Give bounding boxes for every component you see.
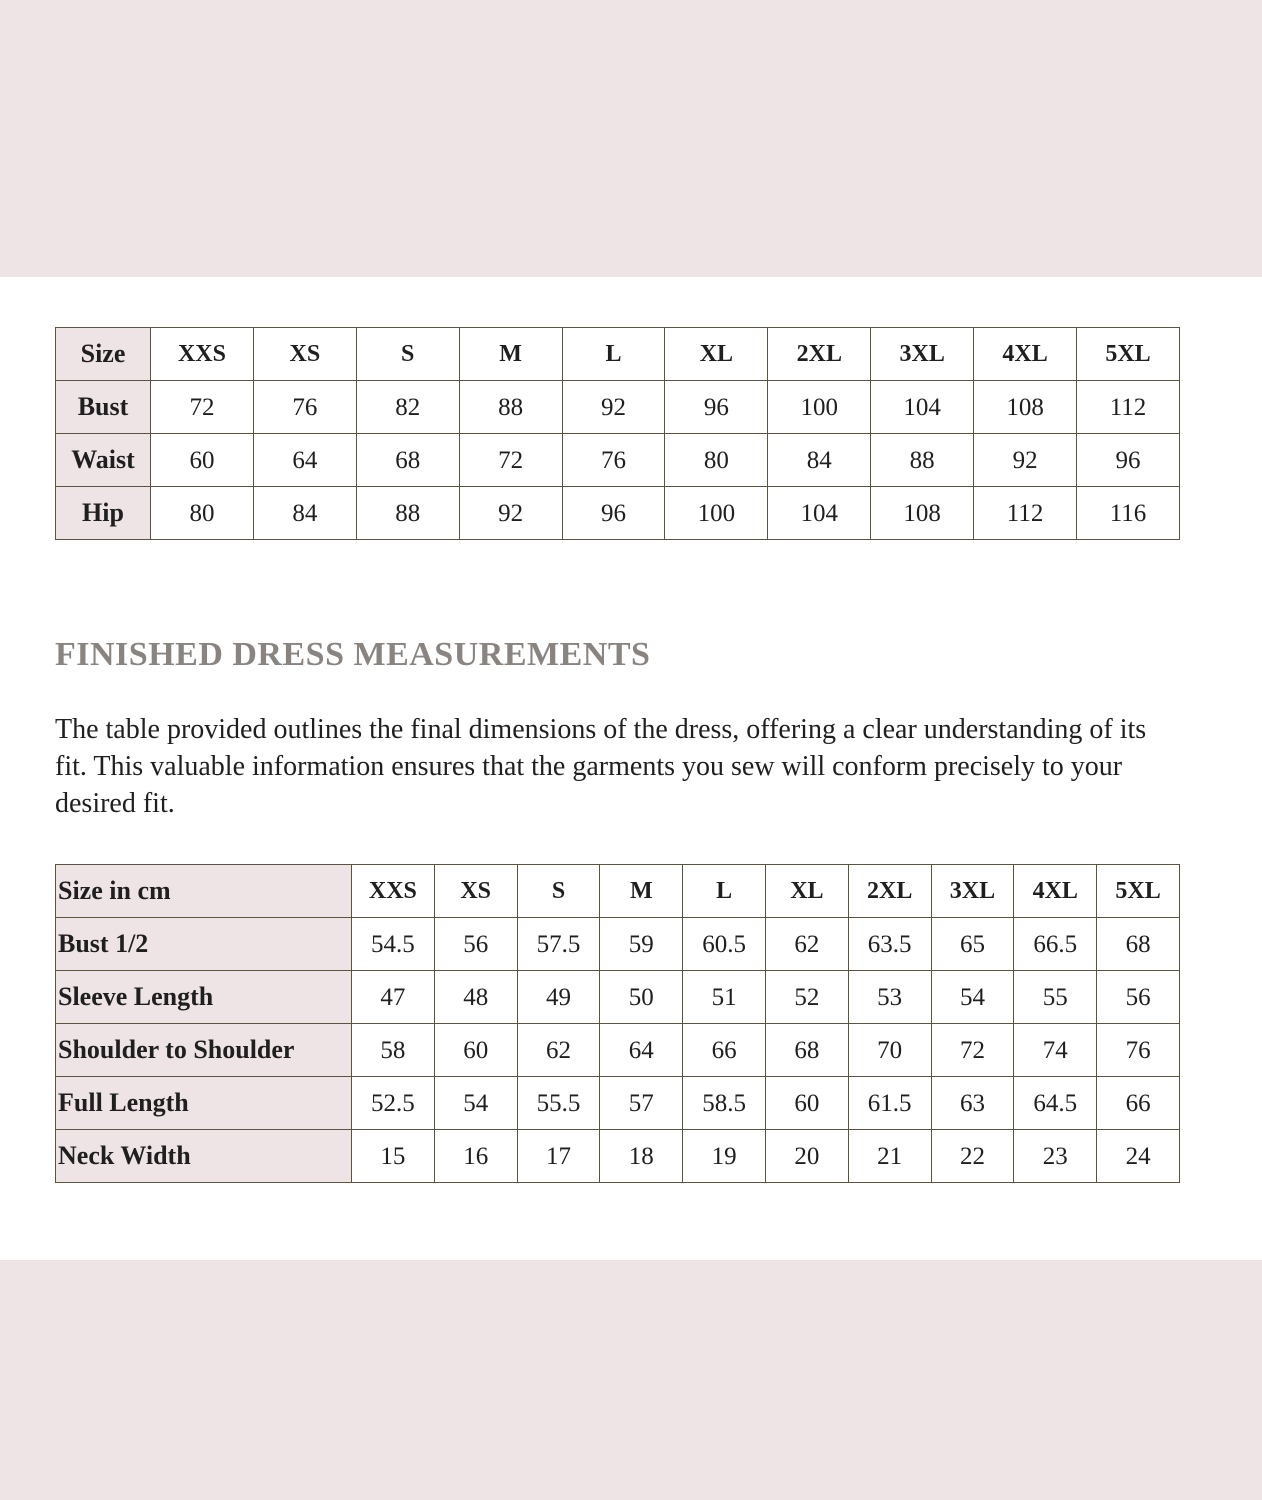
table-row xyxy=(56,381,1180,434)
measurement-cell: 66 xyxy=(1097,1077,1180,1130)
measurement-cell: 108 xyxy=(974,381,1077,434)
measurement-cell: 60 xyxy=(151,434,254,487)
measurement-cell: 80 xyxy=(665,434,768,487)
table-row xyxy=(56,1077,1180,1130)
measurement-cell: 59 xyxy=(600,918,683,971)
table-header-row xyxy=(56,328,1180,381)
size-header-cell: S xyxy=(517,865,600,918)
size-header-cell: L xyxy=(683,865,766,918)
measurement-cell: 56 xyxy=(434,918,517,971)
section-title: FINISHED DRESS MEASUREMENTS xyxy=(55,636,651,673)
size-header-cell: 3XL xyxy=(871,328,974,381)
measurement-cell: 63 xyxy=(931,1077,1014,1130)
measurement-cell: 108 xyxy=(871,487,974,540)
measurement-cell: 104 xyxy=(768,487,871,540)
measurement-cell: 80 xyxy=(151,487,254,540)
row-label-cell: Hip xyxy=(56,487,151,540)
measurement-cell: 92 xyxy=(974,434,1077,487)
measurement-cell: 49 xyxy=(517,971,600,1024)
table-row xyxy=(56,1130,1180,1183)
row-label-cell: Neck Width xyxy=(56,1130,352,1183)
measurement-cell: 82 xyxy=(356,381,459,434)
measurement-cell: 60 xyxy=(765,1077,848,1130)
measurement-cell: 18 xyxy=(600,1130,683,1183)
measurement-cell: 68 xyxy=(765,1024,848,1077)
size-header-cell: 4XL xyxy=(974,328,1077,381)
measurement-cell: 57.5 xyxy=(517,918,600,971)
size-header-cell: XXS xyxy=(151,328,254,381)
size-header-cell: XL xyxy=(665,328,768,381)
measurement-cell: 70 xyxy=(848,1024,931,1077)
measurement-cell: 96 xyxy=(1077,434,1180,487)
measurement-cell: 64 xyxy=(253,434,356,487)
measurement-cell: 63.5 xyxy=(848,918,931,971)
measurement-cell: 76 xyxy=(253,381,356,434)
finished-dress-measurements-table xyxy=(55,864,1180,1183)
size-header-cell: 5XL xyxy=(1097,865,1180,918)
table-row xyxy=(56,1024,1180,1077)
measurement-cell: 16 xyxy=(434,1130,517,1183)
size-header-cell: XS xyxy=(253,328,356,381)
measurement-cell: 92 xyxy=(562,381,665,434)
measurement-cell: 65 xyxy=(931,918,1014,971)
table-header-label: Size xyxy=(56,328,151,381)
measurement-cell: 84 xyxy=(768,434,871,487)
top-background-band xyxy=(0,0,1262,277)
measurement-cell: 23 xyxy=(1014,1130,1097,1183)
measurement-cell: 72 xyxy=(931,1024,1014,1077)
row-label-cell: Bust 1/2 xyxy=(56,918,352,971)
measurement-cell: 92 xyxy=(459,487,562,540)
measurement-cell: 52 xyxy=(765,971,848,1024)
size-header-cell: XS xyxy=(434,865,517,918)
measurement-cell: 17 xyxy=(517,1130,600,1183)
row-label-cell: Sleeve Length xyxy=(56,971,352,1024)
finished-dress-measurements-body xyxy=(56,865,1180,1183)
measurement-cell: 76 xyxy=(1097,1024,1180,1077)
measurement-cell: 47 xyxy=(352,971,435,1024)
measurement-cell: 88 xyxy=(871,434,974,487)
measurement-cell: 116 xyxy=(1077,487,1180,540)
size-header-cell: XXS xyxy=(352,865,435,918)
measurement-cell: 76 xyxy=(562,434,665,487)
measurement-cell: 51 xyxy=(683,971,766,1024)
measurement-cell: 58.5 xyxy=(683,1077,766,1130)
measurement-cell: 66.5 xyxy=(1014,918,1097,971)
size-header-cell: M xyxy=(600,865,683,918)
measurement-cell: 54.5 xyxy=(352,918,435,971)
measurement-cell: 100 xyxy=(768,381,871,434)
measurement-cell: 96 xyxy=(562,487,665,540)
measurement-cell: 15 xyxy=(352,1130,435,1183)
measurement-cell: 60 xyxy=(434,1024,517,1077)
measurement-cell: 84 xyxy=(253,487,356,540)
measurement-cell: 57 xyxy=(600,1077,683,1130)
table-header-row xyxy=(56,865,1180,918)
body-measurements-table xyxy=(55,327,1180,540)
table-row xyxy=(56,971,1180,1024)
measurement-cell: 53 xyxy=(848,971,931,1024)
size-header-cell: 5XL xyxy=(1077,328,1180,381)
size-header-cell: 2XL xyxy=(848,865,931,918)
measurement-cell: 48 xyxy=(434,971,517,1024)
size-header-cell: L xyxy=(562,328,665,381)
measurement-cell: 55.5 xyxy=(517,1077,600,1130)
measurement-cell: 54 xyxy=(931,971,1014,1024)
body-measurements-body xyxy=(56,328,1180,540)
measurement-cell: 22 xyxy=(931,1130,1014,1183)
measurement-cell: 54 xyxy=(434,1077,517,1130)
measurement-cell: 88 xyxy=(459,381,562,434)
bottom-background-band xyxy=(0,1260,1262,1500)
measurement-cell: 112 xyxy=(1077,381,1180,434)
size-header-cell: S xyxy=(356,328,459,381)
table-header-label: Size in cm xyxy=(56,865,352,918)
measurement-cell: 96 xyxy=(665,381,768,434)
table-row xyxy=(56,434,1180,487)
table-row xyxy=(56,487,1180,540)
measurement-cell: 68 xyxy=(1097,918,1180,971)
measurement-cell: 60.5 xyxy=(683,918,766,971)
measurement-cell: 104 xyxy=(871,381,974,434)
measurement-cell: 55 xyxy=(1014,971,1097,1024)
measurement-cell: 112 xyxy=(974,487,1077,540)
row-label-cell: Bust xyxy=(56,381,151,434)
measurement-cell: 88 xyxy=(356,487,459,540)
measurement-cell: 61.5 xyxy=(848,1077,931,1130)
measurement-cell: 72 xyxy=(459,434,562,487)
measurement-cell: 58 xyxy=(352,1024,435,1077)
measurement-cell: 21 xyxy=(848,1130,931,1183)
size-header-cell: 4XL xyxy=(1014,865,1097,918)
measurement-cell: 72 xyxy=(151,381,254,434)
size-header-cell: 2XL xyxy=(768,328,871,381)
measurement-cell: 52.5 xyxy=(352,1077,435,1130)
row-label-cell: Shoulder to Shoulder xyxy=(56,1024,352,1077)
measurement-cell: 62 xyxy=(765,918,848,971)
measurement-cell: 50 xyxy=(600,971,683,1024)
measurement-cell: 64 xyxy=(600,1024,683,1077)
measurement-cell: 62 xyxy=(517,1024,600,1077)
measurement-cell: 74 xyxy=(1014,1024,1097,1077)
row-label-cell: Waist xyxy=(56,434,151,487)
table-row xyxy=(56,918,1180,971)
measurement-cell: 20 xyxy=(765,1130,848,1183)
size-header-cell: 3XL xyxy=(931,865,1014,918)
measurement-cell: 24 xyxy=(1097,1130,1180,1183)
row-label-cell: Full Length xyxy=(56,1077,352,1130)
measurement-cell: 64.5 xyxy=(1014,1077,1097,1130)
measurement-cell: 68 xyxy=(356,434,459,487)
size-header-cell: XL xyxy=(765,865,848,918)
measurement-cell: 19 xyxy=(683,1130,766,1183)
section-description: The table provided outlines the final dimensions of the dress, offering a clear understanding of its fit. This valuable information ensures that the garments you sew will conform precisely to your desired fit. xyxy=(55,714,1147,819)
size-header-cell: M xyxy=(459,328,562,381)
measurement-cell: 56 xyxy=(1097,971,1180,1024)
measurement-cell: 66 xyxy=(683,1024,766,1077)
measurement-cell: 100 xyxy=(665,487,768,540)
